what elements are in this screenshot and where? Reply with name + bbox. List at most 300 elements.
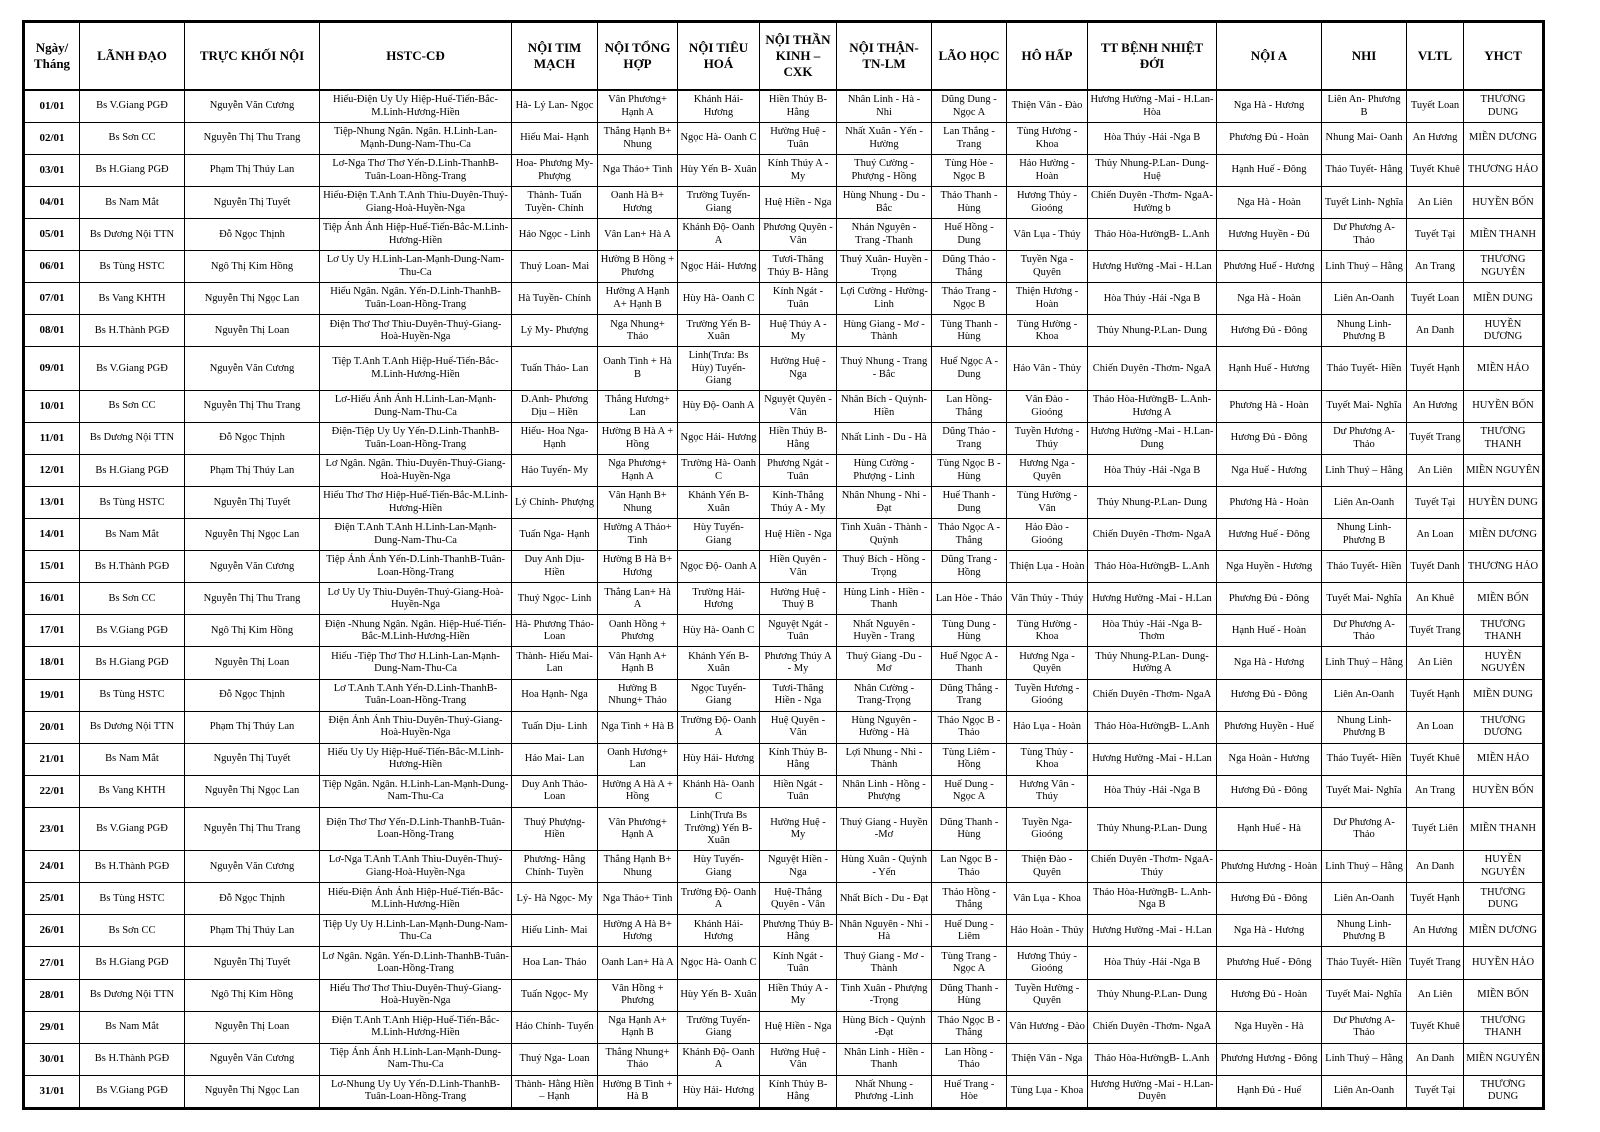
table-row	[24, 915, 1544, 947]
table-cell: Nga Huyền - Hương	[1217, 551, 1322, 583]
table-cell: An Danh	[1407, 851, 1464, 883]
table-cell: Trường Tuyến- Giang	[678, 187, 760, 219]
column-header-noi_than_kinh_cxk: NỘI THẦN KINH – CXK	[760, 22, 837, 91]
column-header-yhct: YHCT	[1464, 22, 1544, 91]
table-cell: Điện T.Anh T.Anh Hiệp-Huế-Tiến-Bắc-M.Linh-Hương-Hiền	[320, 1011, 512, 1043]
table-cell: An Liên	[1407, 647, 1464, 679]
date-cell: 23/01	[24, 807, 80, 851]
table-cell: Thuý Giang - Huyền -Mơ	[837, 807, 932, 851]
column-header-lao_hoc: LÃO HỌC	[932, 22, 1007, 91]
table-row	[24, 187, 1544, 219]
table-cell: Hường B Hà B+ Hương	[598, 551, 678, 583]
table-cell: Bs Vang KHTH	[80, 283, 185, 315]
table-cell: Hiếu Ngân. Ngân. Yến-D.Linh-ThanhB-Tuân-Loan-Hồng-Trang	[320, 283, 512, 315]
table-cell: Hường A Hạnh A+ Hạnh B	[598, 283, 678, 315]
table-cell: Bs H.Giang PGĐ	[80, 647, 185, 679]
table-cell: Vân Phương+ Hạnh A	[598, 90, 678, 123]
table-cell: Dũng Thảo - Thắng	[932, 251, 1007, 283]
column-header-nhi: NHI	[1322, 22, 1407, 91]
table-cell: THƯƠNG DUNG	[1464, 1075, 1544, 1108]
table-cell: Ngọc Hà- Oanh C	[678, 947, 760, 979]
table-cell: Vân Hạnh A+ Hạnh B	[598, 647, 678, 679]
table-cell: Lý- Hà Ngọc- My	[512, 883, 598, 915]
table-cell: Tuyết Mai- Nghĩa	[1322, 391, 1407, 423]
table-cell: Thắng Lan+ Hà A	[598, 583, 678, 615]
table-cell: Vân Hồng + Phương	[598, 979, 678, 1011]
table-cell: Bs Tùng HSTC	[80, 487, 185, 519]
date-cell: 13/01	[24, 487, 80, 519]
table-cell: Tùng Hương - Khoa	[1007, 123, 1088, 155]
column-header-hstc_cd: HSTC-CĐ	[320, 22, 512, 91]
table-cell: Tươi-Thăng Thúy B- Hằng	[760, 251, 837, 283]
table-cell: Tiệp-Nhung Ngân. Ngân. H.Linh-Lan-Mạnh-Dung-Nam-Thu-Ca	[320, 123, 512, 155]
date-cell: 29/01	[24, 1011, 80, 1043]
table-cell: Hương Thủy - Gioóng	[1007, 187, 1088, 219]
table-cell: Liên An-Oanh	[1322, 883, 1407, 915]
table-cell: Hạnh Huế - Hương	[1217, 347, 1322, 391]
table-cell: Lý My- Phượng	[512, 315, 598, 347]
date-cell: 20/01	[24, 711, 80, 743]
table-row	[24, 947, 1544, 979]
table-cell: Bs V.Giang PGĐ	[80, 615, 185, 647]
table-cell: Vân Hạnh B+ Nhung	[598, 487, 678, 519]
table-cell: Kính Thúy A - My	[760, 155, 837, 187]
table-cell: Điện-Tiệp Uy Uy Yến-D.Linh-ThanhB-Tuân-Loan-Hồng-Trang	[320, 423, 512, 455]
table-cell: Tùng Hường - Khoa	[1007, 315, 1088, 347]
table-cell: Linh Thuý – Hằng	[1322, 647, 1407, 679]
table-cell: Hùy Hải- Hương	[678, 1075, 760, 1108]
table-cell: Tùng Hường - Khoa	[1007, 615, 1088, 647]
table-cell: Nguyễn Văn Cương	[185, 347, 320, 391]
table-cell: Dư Phương A- Thảo	[1322, 219, 1407, 251]
table-cell: Phạm Thị Thúy Lan	[185, 915, 320, 947]
table-cell: Nhung Linh- Phương B	[1322, 315, 1407, 347]
table-cell: Hường A Hà A + Hồng	[598, 775, 678, 807]
table-cell: Tuyết Hạnh	[1407, 347, 1464, 391]
table-cell: Chiến Duyên -Thơm- NgaA	[1088, 519, 1217, 551]
table-cell: Nguyễn Thị Tuyết	[185, 743, 320, 775]
table-cell: Tuyết Hạnh	[1407, 883, 1464, 915]
table-cell: Thảo Hòa-HườngB- L.Anh	[1088, 551, 1217, 583]
table-cell: Trường Độ- Oanh A	[678, 883, 760, 915]
table-cell: Hoa Hạnh- Nga	[512, 679, 598, 711]
column-header-truc_khoi_noi: TRỰC KHỐI NỘI	[185, 22, 320, 91]
table-cell: Hiền Thúy B- Hằng	[760, 423, 837, 455]
table-cell: An Hương	[1407, 391, 1464, 423]
table-cell: Hường Huệ - My	[760, 807, 837, 851]
table-cell: Tùng Hường - Vân	[1007, 487, 1088, 519]
table-row	[24, 391, 1544, 423]
table-cell: THƯƠNG HẢO	[1464, 551, 1544, 583]
table-cell: Thủy Nhung-P.Lan- Dung	[1088, 315, 1217, 347]
table-cell: Hiếu Linh- Mai	[512, 915, 598, 947]
table-cell: Liên An-Oanh	[1322, 1075, 1407, 1108]
table-cell: Bs Dương Nội TTN	[80, 423, 185, 455]
table-cell: Oanh Hương+ Lan	[598, 743, 678, 775]
table-cell: Huệ Quyên - Vân	[760, 711, 837, 743]
table-cell: Hùy Hà- Oanh C	[678, 615, 760, 647]
table-cell: Hùy Yến B- Xuân	[678, 979, 760, 1011]
table-cell: Hường A Thảo+ Tình	[598, 519, 678, 551]
column-header-noi_than_tn_lm: NỘI THẬN- TN-LM	[837, 22, 932, 91]
table-cell: Phương- Hằng Chính- Tuyền	[512, 851, 598, 883]
table-cell: Bs Nam Mắt	[80, 519, 185, 551]
table-cell: THƯƠNG DƯƠNG	[1464, 711, 1544, 743]
table-cell: Phương Huế - Hương	[1217, 251, 1322, 283]
table-cell: Hạnh Đủ - Huế	[1217, 1075, 1322, 1108]
table-cell: Chiến Duyên -Thơm- NgaA	[1088, 347, 1217, 391]
table-cell: Nhân Bích - Quỳnh- Hiền	[837, 391, 932, 423]
table-cell: Hùng Xuân - Quỳnh - Yến	[837, 851, 932, 883]
column-header-lanh_dao: LÃNH ĐẠO	[80, 22, 185, 91]
column-header-vltl: VLTL	[1407, 22, 1464, 91]
column-header-ho_hap: HÔ HẤP	[1007, 22, 1088, 91]
table-cell: Vân Lụa - Thúy	[1007, 219, 1088, 251]
table-cell: Thành- Tuấn Tuyền- Chính	[512, 187, 598, 219]
table-cell: Huệ Hiền - Nga	[760, 187, 837, 219]
table-cell: Liên An-Oanh	[1322, 487, 1407, 519]
table-cell: Hương Hường -Mai - H.Lan-Hòa	[1088, 90, 1217, 123]
table-cell: Nguyễn Văn Cương	[185, 851, 320, 883]
table-cell: THƯƠNG HẢO	[1464, 155, 1544, 187]
table-cell: Tuấn Ngọc- My	[512, 979, 598, 1011]
table-cell: Nga Thảo+ Tình	[598, 883, 678, 915]
table-cell: Lơ Uy Uy H.Linh-Lan-Mạnh-Dung-Nam-Thu-Ca	[320, 251, 512, 283]
date-cell: 01/01	[24, 90, 80, 123]
table-cell: Vân Hương - Đào	[1007, 1011, 1088, 1043]
table-row	[24, 743, 1544, 775]
table-cell: Nhân Linh - Hồng - Phượng	[837, 775, 932, 807]
table-cell: Hà Tuyền- Chính	[512, 283, 598, 315]
table-cell: Lợi Cường - Hường-Linh	[837, 283, 932, 315]
table-cell: Phương Thúy A - My	[760, 647, 837, 679]
table-cell: Nguyễn Thị Thu Trang	[185, 583, 320, 615]
date-cell: 02/01	[24, 123, 80, 155]
date-cell: 07/01	[24, 283, 80, 315]
table-body	[24, 90, 1544, 1109]
table-cell: An Danh	[1407, 1043, 1464, 1075]
table-cell: Thảo Tuyết- Hiền	[1322, 347, 1407, 391]
table-cell: Nhất Nhung - Phương -Linh	[837, 1075, 932, 1108]
table-row	[24, 1011, 1544, 1043]
table-cell: Nguyệt Ngát - Tuân	[760, 615, 837, 647]
table-cell: Dư Phương A- Thảo	[1322, 615, 1407, 647]
table-cell: HUYỀN BỐN	[1464, 187, 1544, 219]
table-cell: An Trang	[1407, 251, 1464, 283]
table-row	[24, 979, 1544, 1011]
table-cell: Dũng Dung - Ngọc A	[932, 90, 1007, 123]
table-cell: MIỀN DUNG	[1464, 283, 1544, 315]
table-cell: Hương Đủ - Đông	[1217, 679, 1322, 711]
table-cell: Thảo Trang - Ngọc B	[932, 283, 1007, 315]
table-cell: Hiếu Thơ Thơ Thìu-Duyên-Thuý-Giang-Hoà-Huyền-Nga	[320, 979, 512, 1011]
table-cell: Hạnh Huế - Hà	[1217, 807, 1322, 851]
table-cell: Liên An-Oanh	[1322, 679, 1407, 711]
table-cell: Thuý Loan- Mai	[512, 251, 598, 283]
table-cell: Nguyễn Văn Cương	[185, 1043, 320, 1075]
table-cell: Vân Lụa - Khoa	[1007, 883, 1088, 915]
table-cell: Hường B Hồng + Phương	[598, 251, 678, 283]
table-cell: THƯƠNG DUNG	[1464, 883, 1544, 915]
table-cell: Hảo Hường - Hoàn	[1007, 155, 1088, 187]
table-cell: Nguyễn Thị Ngọc Lan	[185, 1075, 320, 1108]
table-cell: Nhung Mai- Oanh	[1322, 123, 1407, 155]
date-cell: 22/01	[24, 775, 80, 807]
table-cell: Nhung Linh- Phương B	[1322, 711, 1407, 743]
table-cell: Đỗ Ngọc Thịnh	[185, 679, 320, 711]
table-cell: Bs V.Giang PGĐ	[80, 807, 185, 851]
table-cell: MIỀN NGUYÊN	[1464, 1043, 1544, 1075]
table-cell: Phương Hà - Hoàn	[1217, 391, 1322, 423]
table-cell: Hảo Vân - Thủy	[1007, 347, 1088, 391]
table-cell: Hiền Ngát - Tuân	[760, 775, 837, 807]
table-cell: Huế Trang - Hòe	[932, 1075, 1007, 1108]
table-cell: Phương Đủ - Hoàn	[1217, 123, 1322, 155]
table-cell: Thảo Thanh - Hùng	[932, 187, 1007, 219]
column-header-noi_a: NỘI A	[1217, 22, 1322, 91]
table-cell: Hảo Lụa - Hoàn	[1007, 711, 1088, 743]
table-cell: THƯƠNG DUNG	[1464, 90, 1544, 123]
table-cell: Nguyễn Thị Loan	[185, 647, 320, 679]
table-cell: Ngọc Hải- Hương	[678, 423, 760, 455]
table-cell: Linh Thuý – Hằng	[1322, 851, 1407, 883]
table-cell: Chiến Duyên -Thơm- NgaA-Thúy	[1088, 851, 1217, 883]
table-cell: Oanh Tình + Hà B	[598, 347, 678, 391]
table-cell: Tuyết Loan	[1407, 90, 1464, 123]
table-cell: Tùng Dung - Hùng	[932, 615, 1007, 647]
table-cell: Nguyễn Thị Loan	[185, 315, 320, 347]
table-cell: Lơ-Hiếu Ánh Ánh H.Linh-Lan-Mạnh-Dung-Nam-Thu-Ca	[320, 391, 512, 423]
table-cell: Phương Thúy B- Hằng	[760, 915, 837, 947]
column-header-ngay_thang: Ngày/ Tháng	[24, 22, 80, 91]
table-cell: Trường Độ- Oanh A	[678, 711, 760, 743]
table-cell: Bs V.Giang PGĐ	[80, 347, 185, 391]
table-cell: Hảo Hoàn - Thủy	[1007, 915, 1088, 947]
table-cell: Điện Thơ Thơ Yến-D.Linh-ThanhB-Tuân-Loan-Hồng-Trang	[320, 807, 512, 851]
table-cell: Vân Phương+ Hạnh A	[598, 807, 678, 851]
table-cell: Thắng Nhung+ Thảo	[598, 1043, 678, 1075]
date-cell: 11/01	[24, 423, 80, 455]
table-row	[24, 1075, 1544, 1108]
table-cell: An Liên	[1407, 979, 1464, 1011]
table-cell: An Loan	[1407, 519, 1464, 551]
table-cell: Tuyết Tại	[1407, 487, 1464, 519]
table-cell: Tuấn Thảo- Lan	[512, 347, 598, 391]
date-cell: 25/01	[24, 883, 80, 915]
table-row	[24, 679, 1544, 711]
table-cell: Lan Ngọc B - Thảo	[932, 851, 1007, 883]
table-cell: D.Anh- Phương Dịu – Hiền	[512, 391, 598, 423]
table-cell: HUYỀN NGUYÊN	[1464, 647, 1544, 679]
table-cell: Linh(Trưa Bs Trường) Yến B- Xuân	[678, 807, 760, 851]
table-cell: Thuý Phượng- Hiền	[512, 807, 598, 851]
table-cell: Hùng Cường - Phượng - Linh	[837, 455, 932, 487]
date-cell: 15/01	[24, 551, 80, 583]
table-cell: Hiếu Mai- Hạnh	[512, 123, 598, 155]
table-cell: Bs Dương Nội TTN	[80, 979, 185, 1011]
table-cell: Thủy Nhung-P.Lan- Dung- Hường A	[1088, 647, 1217, 679]
table-cell: Thắng Hương+ Lan	[598, 391, 678, 423]
table-cell: MIỀN DƯƠNG	[1464, 915, 1544, 947]
table-cell: Tuyết Mai- Nghĩa	[1322, 775, 1407, 807]
table-cell: Đỗ Ngọc Thịnh	[185, 883, 320, 915]
table-cell: Kính Thủy B- Hằng	[760, 1075, 837, 1108]
table-cell: Hường Huệ - Thuý B	[760, 583, 837, 615]
table-cell: Thảo Ngọc B - Thắng	[932, 1011, 1007, 1043]
table-cell: Bs Dương Nội TTN	[80, 219, 185, 251]
table-cell: Tiệp T.Anh T.Anh Hiệp-Huế-Tiến-Bắc-M.Linh-Hương-Hiền	[320, 347, 512, 391]
table-cell: Hùy Hà- Oanh C	[678, 283, 760, 315]
table-cell: Hương Hường -Mai - H.Lan	[1088, 915, 1217, 947]
table-cell: Dũng Thanh - Hùng	[932, 807, 1007, 851]
table-cell: Tình Xuân - Thành -Quỳnh	[837, 519, 932, 551]
table-cell: MIỀN DƯƠNG	[1464, 123, 1544, 155]
table-cell: Nguyễn Thị Thu Trang	[185, 391, 320, 423]
table-cell: Tuyết Khuê	[1407, 743, 1464, 775]
table-cell: Hiếu Thơ Thơ Hiệp-Huế-Tiến-Bắc-M.Linh-Hương-Hiền	[320, 487, 512, 519]
date-cell: 21/01	[24, 743, 80, 775]
table-cell: Tuyết Mai- Nghĩa	[1322, 583, 1407, 615]
table-cell: Thảo Ngọc B - Thảo	[932, 711, 1007, 743]
table-cell: Tuyền Nga- Gioóng	[1007, 807, 1088, 851]
table-cell: Nguyệt Quyên - Vân	[760, 391, 837, 423]
table-cell: Huế Ngọc A - Thanh	[932, 647, 1007, 679]
table-cell: Hùng Linh - Hiền -Thanh	[837, 583, 932, 615]
table-cell: An Trang	[1407, 775, 1464, 807]
table-cell: Bs V.Giang PGĐ	[80, 1075, 185, 1108]
table-cell: Hiếu Uy Uy Hiệp-Huế-Tiến-Bắc-M.Linh-Hương-Hiền	[320, 743, 512, 775]
table-cell: Huế Thanh - Dung	[932, 487, 1007, 519]
table-cell: Thảo Hòa-HườngB- L.Anh-Hương A	[1088, 391, 1217, 423]
date-cell: 19/01	[24, 679, 80, 711]
duty-roster-table	[22, 20, 1545, 1110]
table-cell: Phương Hà - Hoàn	[1217, 487, 1322, 519]
table-cell: Lan Hòe - Thảo	[932, 583, 1007, 615]
table-cell: Nga Phương+ Hạnh A	[598, 455, 678, 487]
table-cell: Hùng Giang - Mơ - Thành	[837, 315, 932, 347]
table-cell: Tùng Thủy - Khoa	[1007, 743, 1088, 775]
table-cell: Tuyết Tại	[1407, 1075, 1464, 1108]
table-cell: Bs Sơn CC	[80, 583, 185, 615]
table-cell: MIỀN DƯƠNG	[1464, 519, 1544, 551]
table-cell: Nhản Nguyên - Trang -Thanh	[837, 219, 932, 251]
table-row	[24, 583, 1544, 615]
table-cell: THƯƠNG NGUYÊN	[1464, 251, 1544, 283]
table-cell: Hảo Đào - Gioóng	[1007, 519, 1088, 551]
column-header-noi_tim_mach: NỘI TIM MẠCH	[512, 22, 598, 91]
table-cell: Tiệp Ánh Ánh H.Linh-Lan-Mạnh-Dung-Nam-Thu-Ca	[320, 1043, 512, 1075]
table-cell: Bs Dương Nội TTN	[80, 711, 185, 743]
date-cell: 24/01	[24, 851, 80, 883]
table-cell: Điện Thơ Thơ Thìu-Duyên-Thuý-Giang-Hoà-Huyền-Nga	[320, 315, 512, 347]
table-cell: Thuý Nga- Loan	[512, 1043, 598, 1075]
table-cell: Nguyễn Thị Thu Trang	[185, 807, 320, 851]
table-cell: Hiền Thủy B- Hằng	[760, 90, 837, 123]
table-cell: Nga Hoàn - Hương	[1217, 743, 1322, 775]
table-cell: Tùng Thanh - Hùng	[932, 315, 1007, 347]
table-cell: Tùng Hòe - Ngọc B	[932, 155, 1007, 187]
table-cell: Bs H.Giang PGĐ	[80, 947, 185, 979]
table-row	[24, 455, 1544, 487]
table-cell: Trường Hà- Oanh C	[678, 455, 760, 487]
table-cell: Thiện Lụa - Hoàn	[1007, 551, 1088, 583]
table-cell: Khánh Yến B- Xuân	[678, 647, 760, 679]
table-cell: Tươi-Thăng Hiền - Nga	[760, 679, 837, 711]
table-cell: Tuyết Hạnh	[1407, 679, 1464, 711]
table-cell: MIỀN THANH	[1464, 807, 1544, 851]
table-cell: Thiện Hương - Hoàn	[1007, 283, 1088, 315]
table-cell: Kính Ngát - Tuân	[760, 947, 837, 979]
date-cell: 10/01	[24, 391, 80, 423]
table-cell: Hương Hường -Mai - H.Lan-Duyên	[1088, 1075, 1217, 1108]
table-cell: Hùy Hải- Hương	[678, 743, 760, 775]
header-row	[24, 22, 1544, 91]
table-cell: Thuý Giang -Du - Mơ	[837, 647, 932, 679]
table-cell: Bs Tùng HSTC	[80, 679, 185, 711]
table-cell: Kính-Thắng Thúy A - My	[760, 487, 837, 519]
table-cell: Dư Phương A- Thảo	[1322, 423, 1407, 455]
table-cell: Nhất Linh - Du - Hà	[837, 423, 932, 455]
date-cell: 12/01	[24, 455, 80, 487]
table-row	[24, 347, 1544, 391]
table-cell: Tuyết Trang	[1407, 423, 1464, 455]
table-cell: Linh(Trưa: Bs Hùy) Tuyến-Giang	[678, 347, 760, 391]
table-cell: An Loan	[1407, 711, 1464, 743]
table-cell: THƯƠNG THANH	[1464, 423, 1544, 455]
table-cell: Thuý Cường - Phượng - Hồng	[837, 155, 932, 187]
table-row	[24, 423, 1544, 455]
table-cell: Hảo Mai- Lan	[512, 743, 598, 775]
table-cell: Nhất Xuân - Yến -Hường	[837, 123, 932, 155]
table-cell: Huế Dung - Liêm	[932, 915, 1007, 947]
table-cell: Linh Thuý – Hằng	[1322, 1043, 1407, 1075]
table-cell: Trường Hải- Hương	[678, 583, 760, 615]
table-cell: Dũng Thanh - Hùng	[932, 979, 1007, 1011]
table-cell: Phương Đủ - Đông	[1217, 583, 1322, 615]
table-cell: Hùy Yến B- Xuân	[678, 155, 760, 187]
table-cell: Hòa Thúy -Hải -Nga B	[1088, 283, 1217, 315]
table-cell: Nguyễn Thị Thu Trang	[185, 123, 320, 155]
table-cell: Phương Huế - Đông	[1217, 947, 1322, 979]
table-cell: Hương Nga - Quyên	[1007, 455, 1088, 487]
table-cell: Khánh Yến B- Xuân	[678, 487, 760, 519]
date-cell: 26/01	[24, 915, 80, 947]
table-cell: Hòa Thúy -Hải -Nga B	[1088, 947, 1217, 979]
table-cell: Ngọc Hà- Oanh C	[678, 123, 760, 155]
table-cell: Kính Thủy B- Hằng	[760, 743, 837, 775]
table-cell: Duy Anh Dịu- Hiền	[512, 551, 598, 583]
table-row	[24, 283, 1544, 315]
table-cell: Hương Thúy - Gioóng	[1007, 947, 1088, 979]
table-cell: Lơ Ngân. Ngân. Yến-D.Linh-ThanhB-Tuân-Loan-Hồng-Trang	[320, 947, 512, 979]
table-cell: THƯƠNG THANH	[1464, 615, 1544, 647]
table-cell: HUYỀN NGUYÊN	[1464, 851, 1544, 883]
table-cell: Tuyết Liên	[1407, 807, 1464, 851]
table-cell: Nga Hà - Hoàn	[1217, 283, 1322, 315]
table-cell: Đỗ Ngọc Thịnh	[185, 219, 320, 251]
table-cell: Thủy Nhung-P.Lan- Dung-Huệ	[1088, 155, 1217, 187]
table-cell: Thủy Nhung-P.Lan- Dung	[1088, 487, 1217, 519]
table-row	[24, 807, 1544, 851]
table-row	[24, 883, 1544, 915]
table-cell: Bs V.Giang PGĐ	[80, 90, 185, 123]
table-cell: Linh Thuý – Hằng	[1322, 251, 1407, 283]
table-row	[24, 251, 1544, 283]
table-cell: An Danh	[1407, 315, 1464, 347]
table-cell: Nga Huyền - Hà	[1217, 1011, 1322, 1043]
table-cell: Bs Nam Mắt	[80, 743, 185, 775]
table-cell: Nguyễn Thị Ngọc Lan	[185, 519, 320, 551]
